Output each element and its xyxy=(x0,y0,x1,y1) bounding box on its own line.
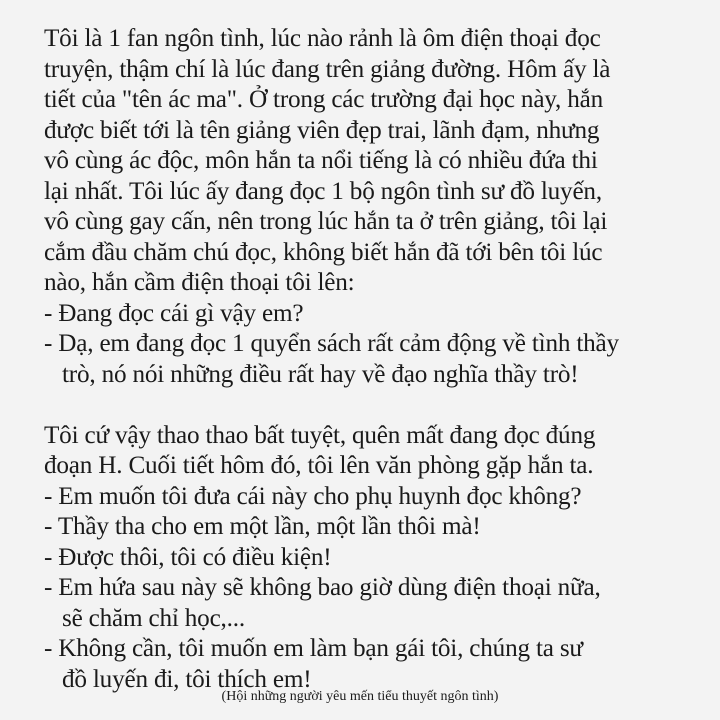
dialogue-line: - Được thôi, tôi có điều kiện! xyxy=(44,543,332,571)
dialogue-line: - Em hứa sau này sẽ không bao giờ dùng điện thoại nữa, xyxy=(44,574,601,601)
dialogue-line: - Em muốn tôi đưa cái này cho phụ huynh đọc không? xyxy=(44,482,582,510)
text-line: cắm đầu chăm chú đọc, không biết hắn đã tới bên tôi lúc xyxy=(44,238,603,266)
dialogue-line: đồ luyến đi, tôi thích em! xyxy=(62,665,312,693)
text-line: tiết của "tên ác ma". Ở trong các trường đại học này, hắn xyxy=(44,86,604,113)
text-line: đoạn H. Cuối tiết hôm đó, tôi lên văn phòng gặp hắn ta. xyxy=(44,452,594,479)
dialogue-line: trò, nó nói những điều rất hay về đạo nghĩa thầy trò! xyxy=(62,360,579,388)
dialogue-line: sẽ chăm chỉ học,... xyxy=(62,604,245,632)
text-line: được biết tới là tên giảng viên đẹp trai, lãnh đạm, nhưng xyxy=(44,116,600,144)
text-line: lại nhất. Tôi lúc ấy đang đọc 1 bộ ngôn tình sư đồ luyến, xyxy=(44,177,602,205)
paragraph-gap xyxy=(44,390,704,421)
text-line: vô cùng gay cấn, nên trong lúc hắn ta ở trên giảng, tôi lại xyxy=(44,208,608,235)
text-line: truyện, thậm chí là lúc đang trên giảng đường. Hôm ấy là xyxy=(44,55,611,83)
text-line: Tôi cứ vậy thao thao bất tuyệt, quên mất đang đọc đúng xyxy=(44,421,596,449)
dialogue-line: - Không cần, tôi muốn em làm bạn gái tôi, chúng ta sư xyxy=(44,635,583,662)
dialogue-line: - Thầy tha cho em một lần, một lần thôi mà! xyxy=(44,513,481,540)
story-text xyxy=(44,24,704,695)
footer-caption: (Hội những người yêu mến tiểu thuyết ngôn tình) xyxy=(221,689,499,704)
text-line: nào, hắn cầm điện thoại tôi lên: xyxy=(44,269,355,296)
text-line: Tôi là 1 fan ngôn tình, lúc nào rảnh là ôm điện thoại đọc xyxy=(44,25,601,52)
dialogue-line: - Đang đọc cái gì vậy em? xyxy=(44,299,304,327)
text-line: vô cùng ác độc, môn hắn ta nổi tiếng là có nhiều đứa thi xyxy=(44,147,598,174)
dialogue-line: - Dạ, em đang đọc 1 quyển sách rất cảm động về tình thầy xyxy=(44,330,619,357)
